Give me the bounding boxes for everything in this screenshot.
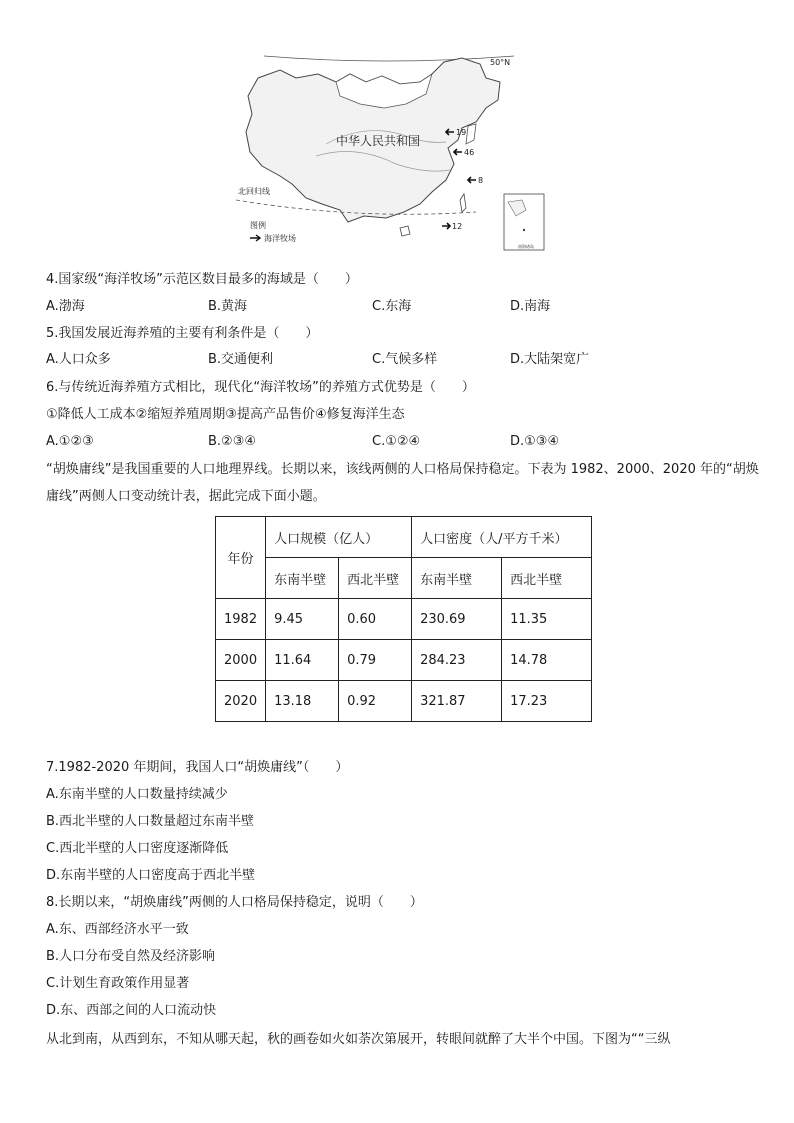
cell-nw-density: 17.23: [502, 681, 592, 722]
ranch-arrow-icon: [454, 149, 462, 155]
cell-se-density: 284.23: [412, 640, 502, 681]
q4-option-d[interactable]: D.南海: [510, 299, 551, 314]
cell-se-size: 11.64: [266, 640, 339, 681]
cell-nw-size: 0.79: [339, 640, 412, 681]
q6-options: [46, 432, 746, 452]
q4-options: [46, 297, 746, 317]
q5-option-b[interactable]: B.交通便利: [208, 352, 274, 367]
cell-nw-density: 14.78: [502, 640, 592, 681]
q4-stem: 4.国家级“海洋牧场”示范区数目最多的海域是（ ）: [46, 272, 358, 287]
korea-outline: [466, 124, 476, 144]
count-south-sea: 12: [452, 222, 463, 231]
ranch-arrow-icon: [442, 223, 450, 229]
hainan-outline: [400, 226, 410, 236]
cell-year: 1982: [216, 599, 266, 640]
q8-option-a[interactable]: A.东、西部经济水平一致: [46, 922, 189, 937]
hu-line-intro: “胡焕庸线”是我国重要的人口地理界线。长期以来，该线两侧的人口格局保持稳定。下表为 1982、2000、2020 年的“胡焕庸线”两侧人口变动统计表，据此完成下面小题。: [46, 462, 759, 504]
q8-option-d[interactable]: D.东、西部之间的人口流动快: [46, 1003, 217, 1018]
sub-header: 东南半壁: [266, 558, 339, 599]
q4-option-b[interactable]: B.黄海: [208, 299, 248, 314]
sub-header: 东南半壁: [412, 558, 502, 599]
legend-title: 图例: [250, 221, 266, 230]
year-header: 年份: [216, 517, 266, 599]
taiwan-outline: [460, 194, 466, 212]
ranch-arrow-icon: [468, 177, 476, 183]
count-bohai: 19: [456, 128, 467, 137]
cell-se-size: 9.45: [266, 599, 339, 640]
q8-option-c[interactable]: C.计划生育政策作用显著: [46, 976, 190, 991]
q6-items: ①降低人工成本②缩短养殖周期③提高产品售价④修复海洋生态: [46, 407, 405, 422]
cell-nw-density: 11.35: [502, 599, 592, 640]
count-east-sea: 8: [478, 176, 484, 185]
q6-option-a[interactable]: A.①②③: [46, 434, 94, 449]
inset-islands: [523, 229, 525, 231]
q7-option-c[interactable]: C.西北半壁的人口密度逐渐降低: [46, 841, 229, 856]
count-yellow-sea: 46: [464, 148, 475, 157]
table-row: [216, 681, 592, 722]
sub-header: 西北半壁: [339, 558, 412, 599]
q8-stem: 8.长期以来，“胡焕庸线”两侧的人口格局保持稳定，说明（ ）: [46, 895, 423, 910]
q5-option-a[interactable]: A.人口众多: [46, 352, 111, 367]
q6-option-b[interactable]: B.②③④: [208, 434, 257, 449]
density-header: 人口密度（人/平方千米）: [412, 517, 592, 558]
legend-arrow-icon: [250, 235, 260, 241]
closing-paragraph: 从北到南，从西到东，不知从哪天起，秋的画卷如火如荼次第展开，转眼间就醉了大半个中国。下图为““三纵: [46, 1032, 671, 1047]
tropic-label: 北回归线: [238, 187, 270, 196]
country-label: 中华人民共和国: [336, 134, 421, 148]
q7-option-d[interactable]: D.东南半壁的人口密度高于西北半壁: [46, 868, 256, 883]
q5-options: [46, 350, 746, 370]
q6-stem: 6.与传统近海养殖方式相比，现代化“海洋牧场”的养殖方式优势是（ ）: [46, 380, 475, 395]
cell-se-density: 321.87: [412, 681, 502, 722]
latitude-arc: [264, 56, 514, 61]
q5-stem: 5.我国发展近海养殖的主要有利条件是（ ）: [46, 326, 319, 341]
cell-nw-size: 0.60: [339, 599, 412, 640]
cell-nw-size: 0.92: [339, 681, 412, 722]
cell-se-density: 230.69: [412, 599, 502, 640]
table-row: [216, 640, 592, 681]
q7-option-b[interactable]: B.西北半壁的人口数量超过东南半壁: [46, 814, 255, 829]
q5-option-d[interactable]: D.大陆架宽广: [510, 352, 590, 367]
legend-item: 海洋牧场: [264, 234, 296, 243]
china-ocean-ranch-map: [236, 52, 550, 257]
inset-label: 南海诸岛: [518, 244, 534, 249]
size-header: 人口规模（亿人）: [266, 517, 412, 558]
q5-option-c[interactable]: C.气候多样: [372, 352, 438, 367]
cell-year: 2000: [216, 640, 266, 681]
q7-option-a[interactable]: A.东南半壁的人口数量持续减少: [46, 787, 228, 802]
population-table: [215, 516, 592, 722]
cell-se-size: 13.18: [266, 681, 339, 722]
q6-option-d[interactable]: D.①③④: [510, 434, 560, 449]
q7-stem: 7.1982-2020 年期间，我国人口“胡焕庸线”（ ）: [46, 760, 349, 775]
table-row: [216, 599, 592, 640]
q4-option-c[interactable]: C.东海: [372, 299, 412, 314]
q6-option-c[interactable]: C.①②④: [372, 434, 421, 449]
sub-header: 西北半壁: [502, 558, 592, 599]
lat-label: 50°N: [490, 58, 511, 67]
q4-option-a[interactable]: A.渤海: [46, 299, 85, 314]
cell-year: 2020: [216, 681, 266, 722]
q8-option-b[interactable]: B.人口分布受自然及经济影响: [46, 949, 216, 964]
